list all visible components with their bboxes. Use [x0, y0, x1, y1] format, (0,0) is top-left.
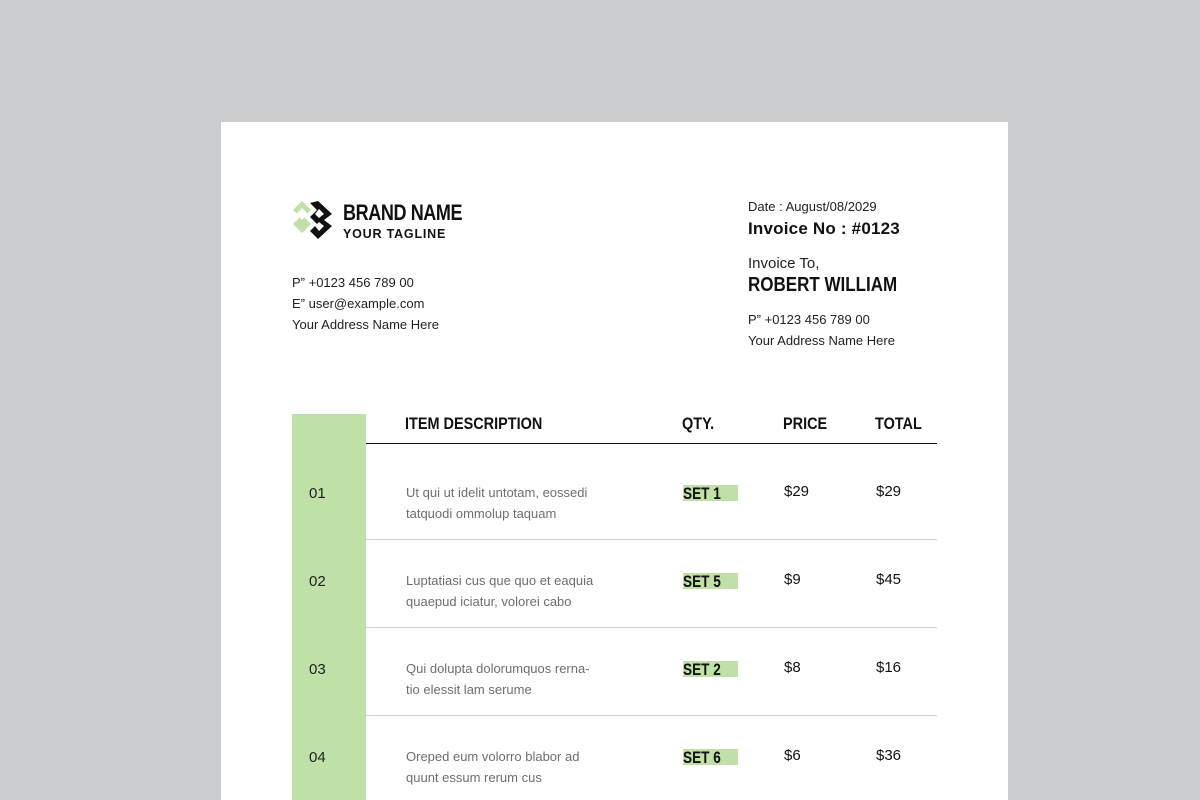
row-qty-text: SET 2	[683, 660, 721, 679]
row-description-line: tio elessit lam serume	[406, 682, 532, 697]
client-name: ROBERT WILLIAM	[748, 274, 898, 296]
client-address: Your Address Name Here	[748, 333, 895, 348]
brand-name: BRAND NAME	[343, 200, 463, 225]
row-description-line: Luptatiasi cus que quo et eaquia	[406, 573, 594, 588]
header-qty: QTY.	[682, 414, 715, 433]
row-total: $45	[876, 571, 902, 588]
brand-tagline: YOUR TAGLINE	[343, 227, 447, 241]
row-description	[406, 570, 646, 612]
header-total: TOTAL	[875, 414, 922, 433]
sender-contact	[292, 272, 439, 335]
row-number: 01	[309, 485, 326, 502]
invoice-number: Invoice No : #0123	[748, 219, 900, 238]
client-phone: P” +0123 456 789 00	[748, 312, 870, 327]
client-contact	[748, 309, 924, 351]
row-qty-text: SET 1	[683, 484, 721, 503]
row-price: $8	[784, 659, 801, 676]
sender-address: Your Address Name Here	[292, 317, 439, 332]
row-description-line: quunt essum rerum cus	[406, 770, 542, 785]
sender-email: E” user@example.com	[292, 296, 425, 311]
row-description-line: Ut qui ut idelit untotam, eossedi	[406, 485, 588, 500]
row-total: $16	[876, 659, 902, 676]
invoice-to-label: Invoice To,	[748, 255, 820, 272]
invoice-meta	[748, 199, 924, 351]
row-price: $9	[784, 571, 801, 588]
row-description-line: quaepud iciatur, volorei cabo	[406, 594, 572, 609]
invoice-date: Date : August/08/2029	[748, 199, 877, 214]
row-price: $6	[784, 747, 801, 764]
row-number: 03	[309, 661, 326, 678]
header-description: ITEM DESCRIPTION	[405, 414, 543, 433]
table-header	[366, 414, 937, 444]
row-description-line: tatquodi ommolup taquam	[406, 506, 557, 521]
table-row	[292, 452, 937, 540]
header-price: PRICE	[783, 414, 828, 433]
row-number: 04	[309, 749, 326, 766]
row-qty-text: SET 5	[683, 572, 721, 591]
table-row	[292, 628, 937, 716]
row-description	[406, 482, 646, 524]
row-price: $29	[784, 483, 810, 500]
row-qty	[683, 661, 738, 677]
row-total: $36	[876, 747, 902, 764]
row-qty-text: SET 6	[683, 748, 721, 767]
row-qty	[683, 749, 738, 765]
sender-phone: P” +0123 456 789 00	[292, 275, 414, 290]
row-description-line: Oreped eum volorro blabor ad	[406, 749, 580, 764]
table-row	[292, 716, 937, 800]
row-qty	[683, 573, 738, 589]
row-description	[406, 746, 646, 788]
double-chevron-logo-icon	[291, 200, 333, 240]
row-qty	[683, 485, 738, 501]
row-total: $29	[876, 483, 902, 500]
row-number: 02	[309, 573, 326, 590]
row-description	[406, 658, 646, 700]
table-row	[292, 540, 937, 628]
row-description-line: Qui dolupta dolorumquos rerna-	[406, 661, 590, 676]
invoice-page	[221, 122, 1008, 800]
